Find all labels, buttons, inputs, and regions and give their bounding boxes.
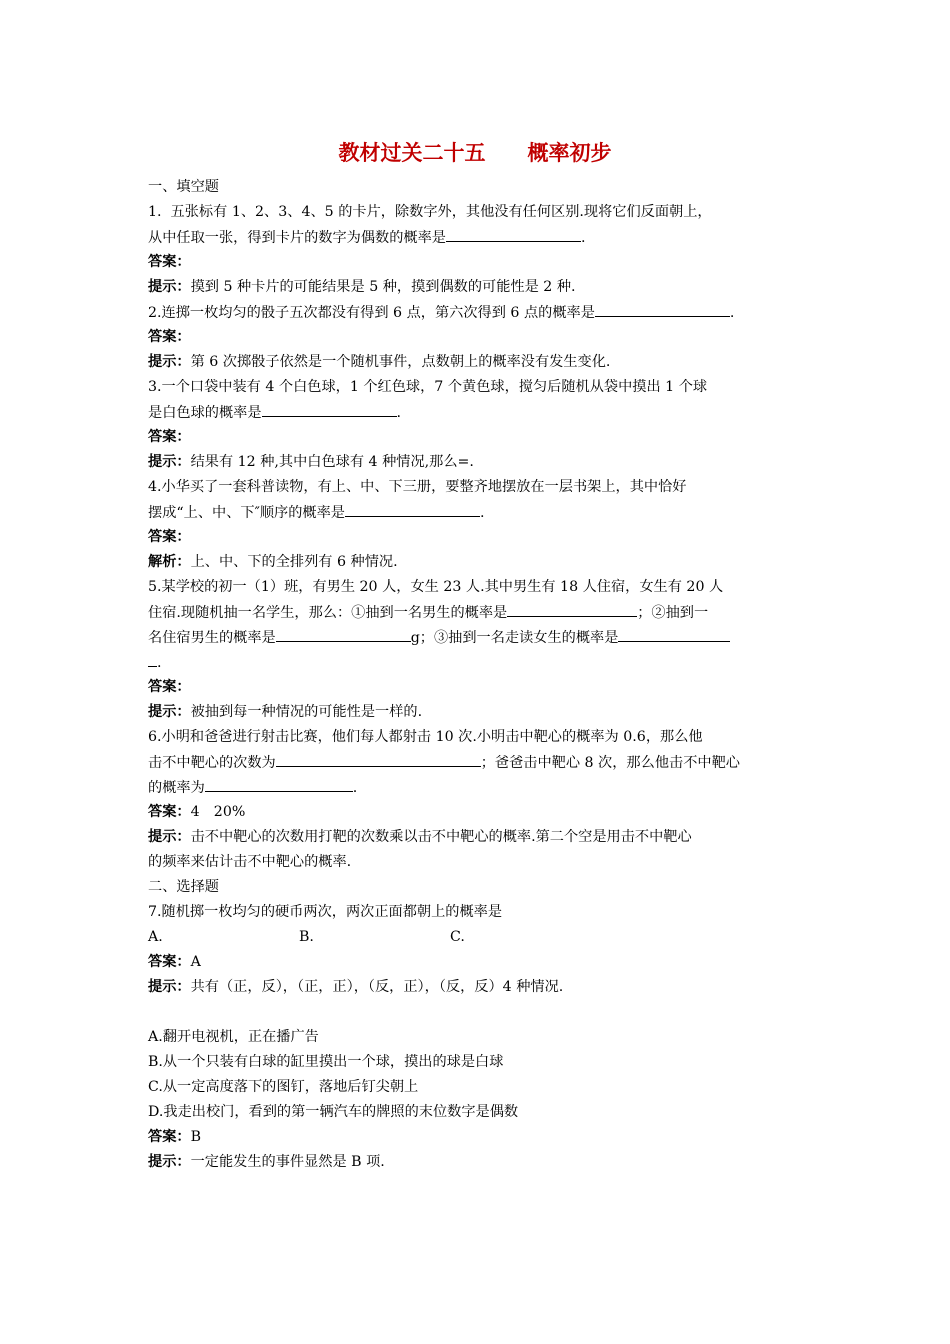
q7-option-a: A. <box>148 929 163 945</box>
q6-blank-1 <box>276 752 481 767</box>
q5-blank-3-tail <box>148 652 157 667</box>
q1-hint: 提示：摸到 5 种卡片的可能结果是 5 种，摸到偶数的可能性是 2 种. <box>148 279 576 295</box>
q4-analysis: 解析：上、中、下的全排列有 6 种情况. <box>148 554 398 570</box>
q8-option-b: B.从一个只装有白球的缸里摸出一个球，摸出的球是白球 <box>148 1054 504 1070</box>
q7-options <box>148 927 808 947</box>
q5-blank-2 <box>276 627 411 642</box>
q3-line2: 是白色球的概率是 . <box>148 402 808 423</box>
q5-blank-1 <box>507 602 637 617</box>
q8-hint: 提示：一定能发生的事件显然是 B 项. <box>148 1154 385 1170</box>
q7-hint: 提示：共有（正，反），（正，正），（反，正），（反，反）4 种情况. <box>148 979 564 995</box>
q4-blank <box>345 502 480 517</box>
q5-answer: 答案： <box>148 679 191 695</box>
q1-answer: 答案： <box>148 254 191 270</box>
q1-line2: 从中任取一张，得到卡片的数字为偶数的概率是 . <box>148 227 808 248</box>
q5-blank-3 <box>618 627 730 642</box>
page-title: 教材过关二十五 概率初步 <box>338 141 612 165</box>
section-heading-choice: 二、选择题 <box>148 879 219 895</box>
q7-option-b: B. <box>299 929 314 945</box>
q6-hint-line1: 提示：击不中靶心的次数用打靶的次数乘以击不中靶心的概率.第二个空是用击不中靶心 <box>148 829 692 845</box>
q6-answer: 答案：4 20% <box>148 804 246 820</box>
q1-line1: 1. 五张标有 1、2、3、4、5 的卡片，除数字外，其他没有任何区别.现将它们反面朝上， <box>148 204 712 220</box>
q3-hint: 提示：结果有 12 种,其中白色球有 4 种情况,那么=. <box>148 454 474 470</box>
q6-line1: 6.小明和爸爸进行射击比赛，他们每人都射击 10 次.小明击中靶心的概率为 0.6，那么他 <box>148 729 703 745</box>
q4-line2: 摆成“上、中、下″顺序的概率是 . <box>148 502 808 523</box>
q7-answer: 答案：A <box>148 954 201 970</box>
q2-answer: 答案： <box>148 329 191 345</box>
q8-option-a: A.翻开电视机，正在播广告 <box>148 1029 319 1045</box>
q3-blank <box>262 402 397 417</box>
q1-blank <box>446 227 581 242</box>
section-heading-fill: 一、填空题 <box>148 179 219 195</box>
q5-line2: 住宿.现随机抽一名学生，那么：①抽到一名男生的概率是 ；②抽到一 <box>148 602 808 623</box>
q5-line3: 名住宿男生的概率是 g；③抽到一名走读女生的概率是 <box>148 627 808 648</box>
q2-line1: 2.连掷一枚均匀的骰子五次都没有得到 6 点，第六次得到 6 点的概率是 . <box>148 302 808 323</box>
q2-hint: 提示：第 6 次掷骰子依然是一个随机事件，点数朝上的概率没有发生变化. <box>148 354 611 370</box>
q5-line1: 5.某学校的初一（1）班，有男生 20 人，女生 23 人.其中男生有 18 人住宿，女生有 20 人 <box>148 579 724 595</box>
q6-blank-2 <box>205 777 353 792</box>
q3-answer: 答案： <box>148 429 191 445</box>
q4-line1: 4.小华买了一套科普读物，有上、中、下三册，要整齐地摆放在一层书架上，其中恰好 <box>148 479 687 495</box>
q7-stem: 7.随机掷一枚均匀的硬币两次，两次正面都朝上的概率是 <box>148 904 503 920</box>
q8-option-d: D.我走出校门，看到的第一辆汽车的牌照的末位数字是偶数 <box>148 1104 519 1120</box>
q6-line3: 的概率为 . <box>148 777 808 798</box>
q7-option-c: C. <box>450 929 465 945</box>
q8-answer: 答案：B <box>148 1129 202 1145</box>
q6-hint-line2: 的频率来估计击不中靶心的概率. <box>148 854 352 870</box>
q2-blank <box>595 302 730 317</box>
q3-line1: 3.一个口袋中装有 4 个白色球，1 个红色球，7 个黄色球，搅匀后随机从袋中摸出 1 个球 <box>148 379 708 395</box>
q8-option-c: C.从一定高度落下的图钉，落地后钉尖朝上 <box>148 1079 419 1095</box>
q5-hint: 提示：被抽到每一种情况的可能性是一样的. <box>148 704 423 720</box>
q6-line2: 击不中靶心的次数为 ；爸爸击中靶心 8 次，那么他击不中靶心 <box>148 752 808 773</box>
q4-answer: 答案： <box>148 529 191 545</box>
q5-line4: . <box>148 652 808 673</box>
